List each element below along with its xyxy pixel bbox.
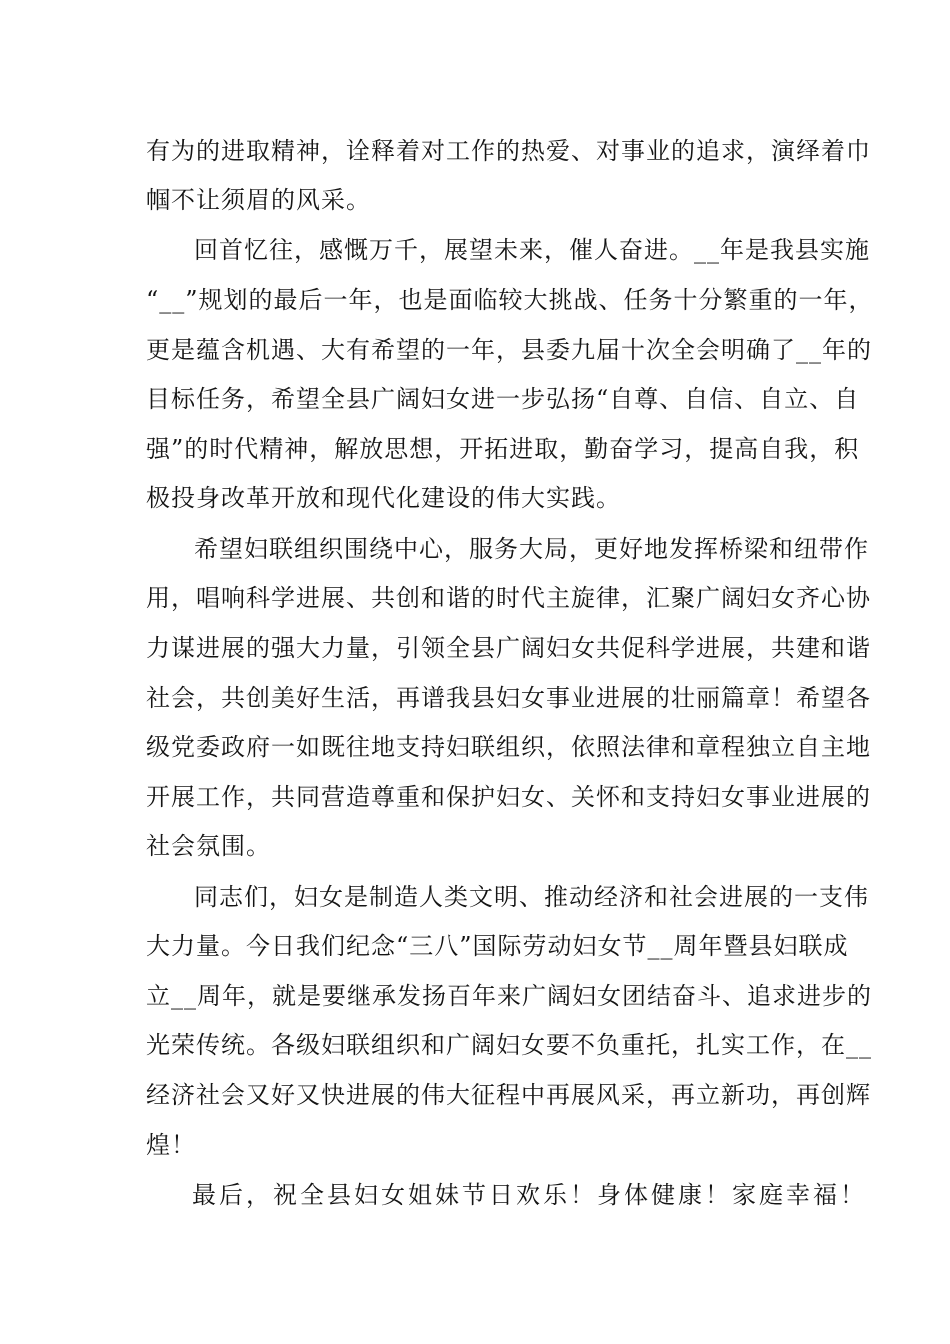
text-line: 用，唱响科学进展、共创和谐的时代主旋律，汇聚广阔妇女齐心协 (146, 584, 871, 612)
text-line: 大力量。今日我们纪念“三八”国际劳动妇女节__周年暨县妇联成 (146, 932, 849, 960)
text-line: 经济社会又好又快进展的伟大征程中再展风采，再立新功，再创辉 (146, 1081, 871, 1109)
text-line: 帼不让须眉的风采。 (146, 186, 371, 214)
text-line: 煌！ (146, 1131, 196, 1159)
text-line: 级党委政府一如既往地支持妇联组织，依照法律和章程独立自主地 (146, 733, 871, 761)
text-line: 社会氛围。 (146, 832, 271, 860)
text-line: 同志们，妇女是制造人类文明、推动经济和社会进展的一支伟 (194, 883, 869, 911)
text-line: 强”的时代精神，解放思想，开拓进取，勤奋学习，提高自我，积 (146, 435, 860, 463)
text-line: 有为的进取精神，诠释着对工作的热爱、对事业的追求，演绎着巾 (146, 137, 871, 165)
text-line: 光荣传统。各级妇联组织和广阔妇女要不负重托，扎实工作，在__ (146, 1031, 872, 1059)
text-line: 力谋进展的强大力量，引领全县广阔妇女共促科学进展，共建和谐 (146, 634, 871, 662)
text-line: “__”规划的最后一年，也是面临较大挑战、任务十分繁重的一年， (146, 286, 874, 314)
text-line: 更是蕴含机遇、大有希望的一年，县委九届十次全会明确了__年的 (146, 336, 872, 364)
text-line: 开展工作，共同营造尊重和保护妇女、关怀和支持妇女事业进展的 (146, 783, 871, 811)
text-line: 极投身改革开放和现代化建设的伟大实践。 (146, 484, 621, 512)
text-line: 目标任务，希望全县广阔妇女进一步弘扬“自尊、自信、自立、自 (146, 385, 860, 413)
text-line: 社会，共创美好生活，再谱我县妇女事业进展的壮丽篇章！希望各 (146, 684, 871, 712)
text-line: 最后，祝全县妇女姐妹节日欢乐！身体健康！家庭幸福！ (192, 1181, 867, 1209)
text-line: 立__周年，就是要继承发扬百年来广阔妇女团结奋斗、追求进步的 (146, 982, 872, 1010)
text-line: 希望妇联组织围绕中心，服务大局，更好地发挥桥梁和纽带作 (194, 535, 869, 563)
text-line: 回首忆往，感慨万千，展望未来，催人奋进。__年是我县实施 (194, 236, 870, 264)
